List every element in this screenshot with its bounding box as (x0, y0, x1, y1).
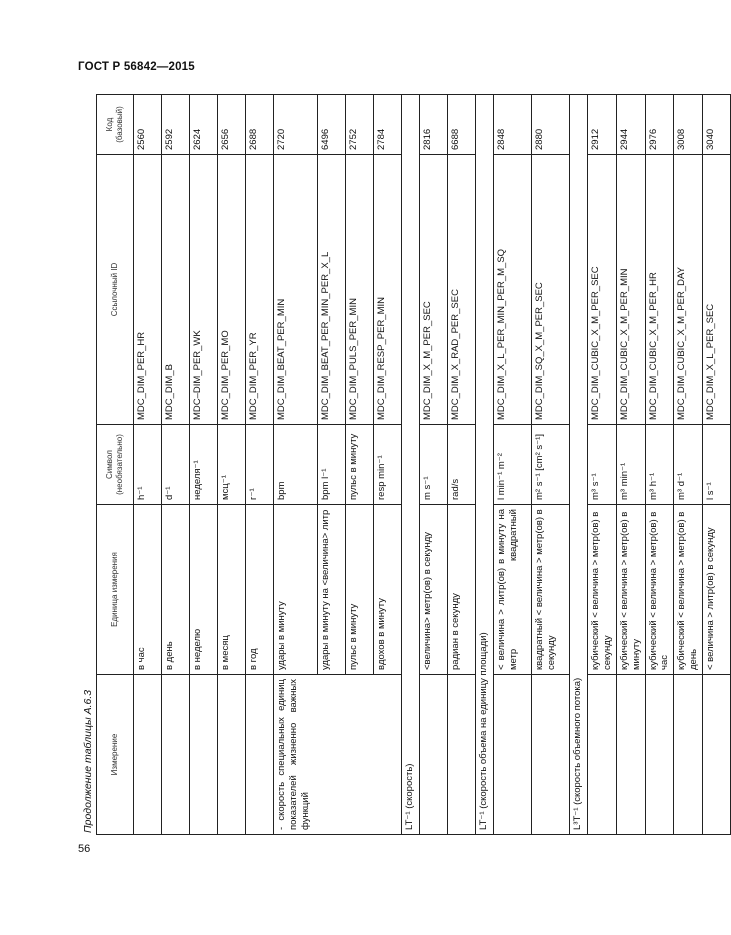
code-cell: 6688 (448, 95, 476, 155)
unit-cell: кубический < величина > метр(ов) в минуту (616, 505, 645, 675)
table-section-row (476, 95, 494, 835)
table-row (588, 95, 617, 835)
units-table (96, 94, 731, 835)
ref-id-cell: MDC_DIM_X_L_PER_MIN_PER_M_SQ (494, 155, 532, 425)
unit-cell: в час (134, 505, 162, 675)
col-code: Код (базовый) (97, 95, 134, 155)
measurement-cell (532, 675, 570, 835)
table-row (448, 95, 476, 835)
section-title-flow: L³T⁻¹ (скорость объемного потока) (570, 95, 588, 835)
unit-cell: в месяц (218, 505, 246, 675)
symbol-cell: d⁻¹ (162, 425, 190, 505)
table-row (420, 95, 448, 835)
table-row (703, 95, 731, 835)
measurement-cell (448, 675, 476, 835)
page-number: 56 (78, 843, 91, 855)
ref-id-cell: MDC_DIM_X_RAD_PER_SEC (448, 155, 476, 425)
ref-id-cell: MDC_DIM_PULS_PER_MIN (346, 155, 374, 425)
symbol-cell: h⁻¹ (134, 425, 162, 505)
symbol-cell: пульс в минуту (346, 425, 374, 505)
table-row (162, 95, 190, 835)
code-cell: 2848 (494, 95, 532, 155)
unit-cell: в день (162, 505, 190, 675)
symbol-cell: bpm (274, 425, 318, 505)
code-cell: 2816 (420, 95, 448, 155)
measurement-cell: - скорость специальных единиц показателей жизненно важных функций (274, 675, 402, 835)
table-row (134, 95, 162, 835)
measurement-cell (190, 675, 218, 835)
code-cell: 2784 (374, 95, 402, 155)
standard-header: ГОСТ Р 56842—2015 (78, 61, 195, 73)
code-cell: 2944 (616, 95, 645, 155)
symbol-cell: resp min⁻¹ (374, 425, 402, 505)
symbol-cell: l s⁻¹ (703, 425, 731, 505)
measurement-cell (645, 675, 674, 835)
measurement-cell (420, 675, 448, 835)
measurement-cell (616, 675, 645, 835)
symbol-cell: m³ d⁻¹ (674, 425, 703, 505)
code-cell: 2720 (274, 95, 318, 155)
ref-id-cell: MDC_DIM_PER_YR (246, 155, 274, 425)
measurement-cell (703, 675, 731, 835)
unit-cell: удары в минуту (274, 505, 318, 675)
unit-cell: кубический < величина > метр(ов) в час (645, 505, 674, 675)
symbol-cell: m s⁻¹ (420, 425, 448, 505)
table-row (616, 95, 645, 835)
symbol-cell: rad/s (448, 425, 476, 505)
ref-id-cell: MDC_DIM_CUBIC_X_M_PER_SEC (588, 155, 617, 425)
ref-id-cell: MDC_DIM_B (162, 155, 190, 425)
symbol-cell: неделя⁻¹ (190, 425, 218, 505)
code-cell: 2560 (134, 95, 162, 155)
symbol-cell: m³ min⁻¹ (616, 425, 645, 505)
table-row (218, 95, 246, 835)
ref-id-cell: MDC_DIM_SQ_X_M_PER_SEC (532, 155, 570, 425)
col-unit: Единица измерения (97, 505, 134, 675)
code-cell: 2688 (246, 95, 274, 155)
table-row (532, 95, 570, 835)
table-section-row (402, 95, 420, 835)
symbol-cell: l min⁻¹ m⁻² (494, 425, 532, 505)
unit-cell: < величина > литр(ов) в минуту на метр квадратный (494, 505, 532, 675)
measurement-cell (588, 675, 617, 835)
code-cell: 2592 (162, 95, 190, 155)
measurement-cell (674, 675, 703, 835)
ref-id-cell: MDC_DIM_RESP_PER_MIN (374, 155, 402, 425)
ref-id-cell: MDC_DIM_X_L_PER_SEC (703, 155, 731, 425)
symbol-cell: m³ s⁻¹ (588, 425, 617, 505)
ref-id-cell: MDC_DIM_CUBIC_X_M_PER_DAY (674, 155, 703, 425)
section-title-speed: LT⁻¹ (скорость) (402, 95, 420, 835)
ref-id-cell: MDC_DIM_PER_HR (134, 155, 162, 425)
symbol-cell: bpm l⁻¹ (318, 425, 346, 505)
unit-cell: кубический < величина > метр(ов) в секунду (588, 505, 617, 675)
ref-id-cell: MDC_DIM_X_M_PER_SEC (420, 155, 448, 425)
ref-id-cell: MDC_DIM_CUBIC_X_M_PER_MIN (616, 155, 645, 425)
symbol-cell: г⁻¹ (246, 425, 274, 505)
col-ref-id: Ссылочный ID (97, 155, 134, 425)
table-row (494, 95, 532, 835)
measurement-cell (134, 675, 162, 835)
unit-cell: пульс в минуту (346, 505, 374, 675)
table-section-row (570, 95, 588, 835)
code-cell: 2624 (190, 95, 218, 155)
unit-cell: удары в минуту на <величина> литр (318, 505, 346, 675)
unit-cell: <величина> метр(ов) в секунду (420, 505, 448, 675)
code-cell: 2880 (532, 95, 570, 155)
unit-cell: < величина > литр(ов) в секунду (703, 505, 731, 675)
ref-id-cell: MDC_DIM_BEAT_PER_MIN_PER_X_L (318, 155, 346, 425)
col-symbol: Символ (необязательно) (97, 425, 134, 505)
continuation-caption: Продолжение таблицы А.6.3 (82, 689, 94, 833)
code-cell: 2976 (645, 95, 674, 155)
symbol-cell: m³ h⁻¹ (645, 425, 674, 505)
table-header-row (97, 95, 134, 835)
unit-cell: радиан в секунду (448, 505, 476, 675)
symbol-cell: мсц⁻¹ (218, 425, 246, 505)
unit-cell: квадратный < величина > метр(ов) в секунду (532, 505, 570, 675)
measurement-cell (218, 675, 246, 835)
ref-id-cell: MDC_DIM_CUBIC_X_M_PER_HR (645, 155, 674, 425)
table-row (274, 95, 318, 835)
rotated-table-container (96, 95, 716, 835)
table-row (246, 95, 274, 835)
col-measurement: Измерение (97, 675, 134, 835)
unit-cell: в неделю (190, 505, 218, 675)
table-row (674, 95, 703, 835)
code-cell: 2656 (218, 95, 246, 155)
symbol-cell: m² s⁻¹ [cm² s⁻¹] (532, 425, 570, 505)
unit-cell: кубический < величина > метр(ов) в день (674, 505, 703, 675)
code-cell: 2912 (588, 95, 617, 155)
measurement-cell (162, 675, 190, 835)
ref-id-cell: MDC_DIM_BEAT_PER_MIN (274, 155, 318, 425)
table-row (190, 95, 218, 835)
unit-cell: в год (246, 505, 274, 675)
ref-id-cell: MDC_DIM_PER_MO (218, 155, 246, 425)
table-row (645, 95, 674, 835)
code-cell: 3040 (703, 95, 731, 155)
measurement-cell (246, 675, 274, 835)
unit-cell: вдохов в минуту (374, 505, 402, 675)
code-cell: 2752 (346, 95, 374, 155)
section-title-area: LT⁻¹ (скорость объема на единицу площади) (476, 95, 494, 835)
ref-id-cell: MDC–DIM_PER_WK (190, 155, 218, 425)
measurement-cell (494, 675, 532, 835)
code-cell: 3008 (674, 95, 703, 155)
code-cell: 6496 (318, 95, 346, 155)
